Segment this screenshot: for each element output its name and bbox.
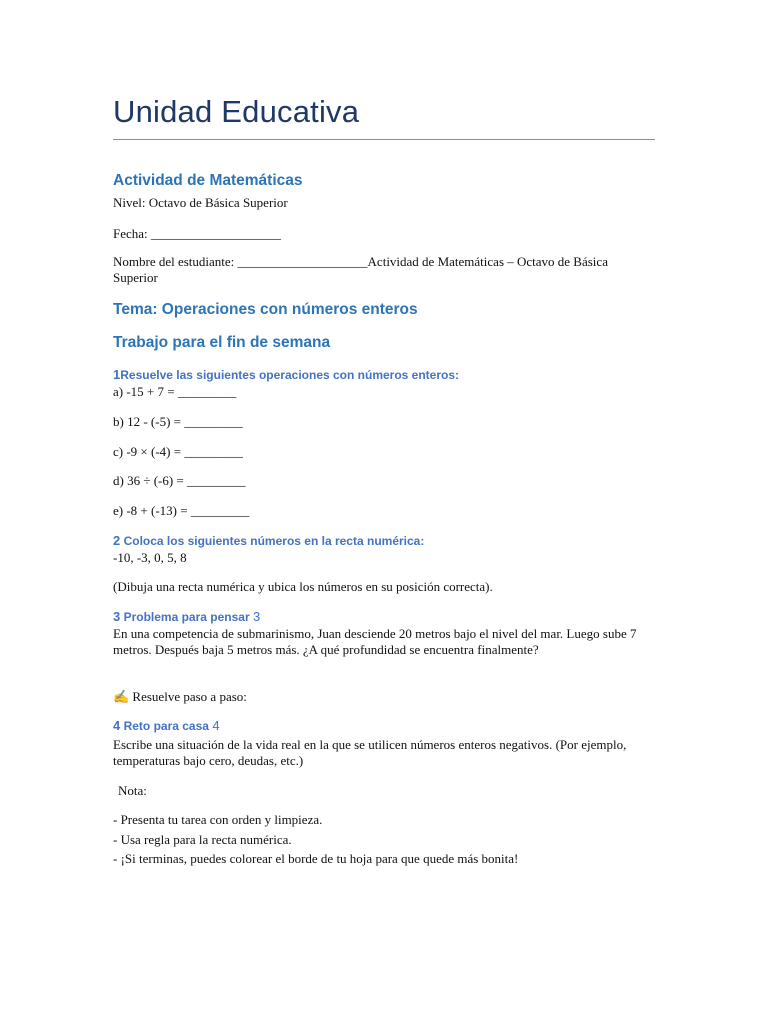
section-1-heading (113, 367, 459, 382)
section-4-heading (113, 718, 220, 733)
exercise-item-b: b) 12 - (-5) = _________ (113, 414, 243, 429)
note-item-3: - ¡Si terminas, puedes colorear el borde de tu hoja para que quede más bonita! (113, 851, 519, 866)
exercise-item-a: a) -15 + 7 = _________ (113, 384, 237, 399)
section-3-tail: 3 (252, 609, 261, 624)
step-by-step-line: ✍ Resuelve paso a paso: (113, 689, 247, 704)
weekend-work-heading: Trabajo para el fin de semana (113, 334, 331, 351)
exercise-item-c: c) -9 × (-4) = _________ (113, 444, 243, 459)
section-3-title: Problema para pensar (123, 610, 250, 624)
title-divider (113, 139, 655, 140)
topic-heading: Tema: Operaciones con números enteros (113, 301, 418, 318)
challenge-text: Escribe una situación de la vida real en la que se utilicen números enteros negativos. (Por ejemplo, temperaturas bajo cero, deudas, etc.) (113, 737, 627, 768)
exercise-item-d: d) 36 ÷ (-6) = _________ (113, 473, 246, 488)
number-line-instruction: (Dibuja una recta numérica y ubica los números en su posición correcta). (113, 579, 493, 594)
problem-text: En una competencia de submarinismo, Juan desciende 20 metros bajo el nivel del mar. Luego sube 7 metros. Después baja 5 metros más. ¿A qué profundidad se encuentra finalmente? (113, 626, 637, 657)
section-4-title: Reto para casa (123, 719, 209, 733)
student-name-line: Nombre del estudiante: ____________________Actividad de Matemáticas – Octavo de Básica Superior (113, 254, 608, 285)
section-1-title: Resuelve las siguientes operaciones con números enteros: (120, 368, 460, 382)
exercise-item-e: e) -8 + (-13) = _________ (113, 503, 250, 518)
section-4-number: 4 (113, 718, 121, 733)
note-item-2: - Usa regla para la recta numérica. (113, 832, 292, 847)
activity-heading: Actividad de Matemáticas (113, 172, 303, 189)
fecha-line: Fecha: ____________________ (113, 226, 281, 241)
note-label: Nota: (118, 783, 147, 798)
section-3-heading (113, 609, 260, 624)
nivel-line: Nivel: Octavo de Básica Superior (113, 195, 288, 210)
note-item-1: - Presenta tu tarea con orden y limpieza. (113, 812, 323, 827)
document-title: Unidad Educativa (113, 94, 360, 129)
section-2-title: Coloca los siguientes números en la recta numérica: (123, 534, 425, 548)
section-2-heading (113, 533, 424, 548)
section-1-number: 1 (113, 367, 121, 382)
section-4-tail: 4 (212, 718, 220, 733)
section-2-number: 2 (113, 533, 121, 548)
section-3-number: 3 (113, 609, 121, 624)
number-list: -10, -3, 0, 5, 8 (113, 550, 187, 565)
